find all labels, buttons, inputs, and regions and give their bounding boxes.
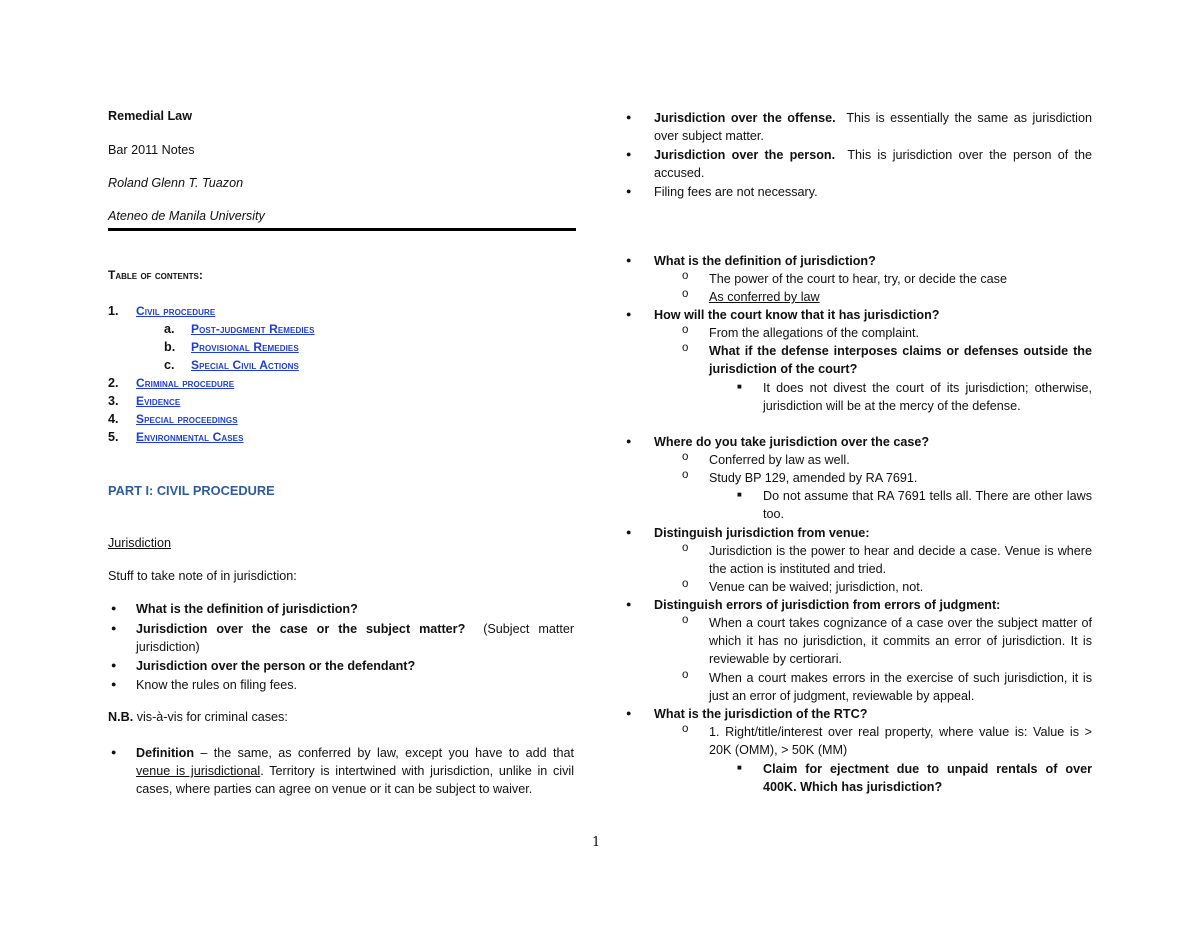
question: Distinguish errors of jurisdiction from errors of judgment:: [654, 598, 1001, 612]
bullet-dot: ●: [111, 679, 117, 689]
toc-num: c.: [164, 358, 175, 372]
bullet-text: Know the rules on filing fees.: [136, 678, 298, 692]
answer: When a court takes cognizance of a case over the subject matter of which it has no jurisdiction, it commits an error of jurisdiction. It is reviewable by certiorari.: [709, 616, 1092, 667]
bullet-text: Jurisdiction over the person or the defendant?: [136, 659, 416, 673]
bullet-text: What is the definition of jurisdiction?: [136, 602, 358, 616]
nb-label: N.B.: [108, 710, 134, 724]
doc-author: Roland Glenn T. Tuazon: [108, 176, 244, 190]
bullet-text: [136, 620, 574, 656]
answer: Conferred by law as well.: [709, 453, 850, 467]
definition-paragraph: [136, 744, 574, 799]
answer: Study BP 129, amended by RA 7691.: [709, 471, 918, 485]
definition-text: . Territory is intertwined with jurisdiction, unlike in civil cases, where parties can agree on venue or it can be subject to waiver.: [136, 764, 575, 797]
bullet-dot: ●: [626, 309, 632, 319]
o-bullet: o: [682, 542, 689, 554]
definition-label: Definition: [136, 746, 195, 760]
bullet-bold: Jurisdiction over the person.: [654, 148, 836, 162]
intro-text: Stuff to take note of in jurisdiction:: [108, 569, 297, 583]
o-bullet: o: [682, 669, 689, 681]
bullet-dot: ●: [111, 623, 117, 633]
detail: Do not assume that RA 7691 tells all. There are other laws too.: [763, 489, 1092, 522]
toc-link-provisional[interactable]: Provisional Remedies: [191, 340, 299, 354]
toc-num: 4.: [108, 412, 119, 426]
square-bullet: ■: [737, 382, 742, 391]
answer: 1. Right/title/interest over real property, where value is: Value is > 20K (OMM), > 50K (MM): [709, 725, 1092, 758]
square-bullet: ■: [737, 763, 742, 772]
o-bullet: o: [682, 578, 689, 590]
bullet-dot: ●: [626, 112, 632, 122]
sub-question: What if the defense interposes claims or defenses outside the jurisdiction of the court?: [709, 344, 1092, 377]
o-bullet: o: [682, 342, 689, 354]
question: Where do you take jurisdiction over the case?: [654, 435, 930, 449]
nb-line: [108, 708, 288, 726]
o-bullet: o: [682, 723, 689, 735]
answer: From the allegations of the complaint.: [709, 326, 920, 340]
bullet-dot: ●: [626, 527, 632, 537]
toc-link-civil-procedure[interactable]: Civil procedure: [136, 304, 216, 318]
toc-num: 3.: [108, 394, 119, 408]
bullet-text: [654, 146, 1092, 182]
bullet-dot: ●: [626, 149, 632, 159]
bullet-bold: Jurisdiction over the case or the subject matter?: [136, 622, 466, 636]
page-number: 1: [592, 835, 601, 850]
bullet-dot: ●: [626, 255, 632, 265]
square-bullet: ■: [737, 490, 742, 499]
bullet-dot: ●: [626, 599, 632, 609]
o-bullet: o: [682, 451, 689, 463]
bullet-rest: (Subject matter jurisdiction): [136, 622, 575, 655]
definition-text: – the same, as conferred by law, except you have to add that: [200, 746, 574, 760]
toc-num: a.: [164, 322, 175, 336]
bullet-dot: ●: [626, 708, 632, 718]
answer: As conferred by law: [709, 290, 820, 304]
toc-num: 1.: [108, 304, 119, 318]
toc-num: 5.: [108, 430, 119, 444]
answer: The power of the court to hear, try, or decide the case: [709, 272, 1007, 286]
doc-subtitle: Bar 2011 Notes: [108, 143, 195, 157]
nb-text: vis-à-vis for criminal cases:: [136, 710, 288, 724]
bullet-dot: ●: [626, 186, 632, 196]
toc-link-special-proceedings[interactable]: Special proceedings: [136, 412, 238, 426]
bullet-rest: This is jurisdiction over the person of the accused.: [654, 148, 1092, 181]
question: Distinguish jurisdiction from venue:: [654, 526, 870, 540]
question: What is the jurisdiction of the RTC?: [654, 707, 868, 721]
definition-underlined: venue is jurisdictional: [136, 764, 261, 779]
section-heading: Jurisdiction: [108, 536, 171, 550]
toc-heading: Table of contents:: [108, 268, 203, 282]
o-bullet: o: [682, 270, 689, 282]
doc-school: Ateneo de Manila University: [108, 209, 265, 223]
toc-link-evidence[interactable]: Evidence: [136, 394, 181, 408]
toc-link-environmental[interactable]: Environmental Cases: [136, 430, 244, 444]
o-bullet: o: [682, 614, 689, 626]
header-rule: [108, 228, 576, 231]
toc-link-special-civil[interactable]: Special Civil Actions: [191, 358, 299, 372]
toc-num: 2.: [108, 376, 119, 390]
toc-link-criminal[interactable]: Criminal procedure: [136, 376, 235, 390]
answer: Venue can be waived; jurisdiction, not.: [709, 580, 924, 594]
detail: It does not divest the court of its jurisdiction; otherwise, jurisdiction will be at the mercy of the defense.: [763, 381, 1092, 414]
answer: When a court makes errors in the exercise of such jurisdiction, it is just an error of judgment, reviewable by appeal.: [709, 671, 1092, 704]
doc-title: Remedial Law: [108, 109, 192, 123]
o-bullet: o: [682, 288, 689, 300]
bullet-dot: ●: [626, 436, 632, 446]
detail: Claim for ejectment due to unpaid rentals of over 400K. Which has jurisdiction?: [763, 762, 1092, 795]
o-bullet: o: [682, 469, 689, 481]
bullet-dot: ●: [111, 747, 117, 757]
part-heading: PART I: CIVIL PROCEDURE: [108, 483, 275, 498]
toc-num: b.: [164, 340, 176, 354]
bullet-text: Filing fees are not necessary.: [654, 185, 818, 199]
bullet-text: [654, 109, 1092, 145]
o-bullet: o: [682, 324, 689, 336]
bullet-bold: Jurisdiction over the offense.: [654, 111, 836, 125]
bullet-dot: ●: [111, 603, 117, 613]
question: How will the court know that it has jurisdiction?: [654, 308, 940, 322]
toc-link-post-judgment[interactable]: Post-judgment Remedies: [191, 322, 315, 336]
bullet-rest: This is essentially the same as jurisdiction over subject matter.: [654, 111, 1092, 144]
question: What is the definition of jurisdiction?: [654, 254, 876, 268]
bullet-dot: ●: [111, 660, 117, 670]
answer: Jurisdiction is the power to hear and decide a case. Venue is where the action is instituted and tried.: [709, 544, 1092, 577]
